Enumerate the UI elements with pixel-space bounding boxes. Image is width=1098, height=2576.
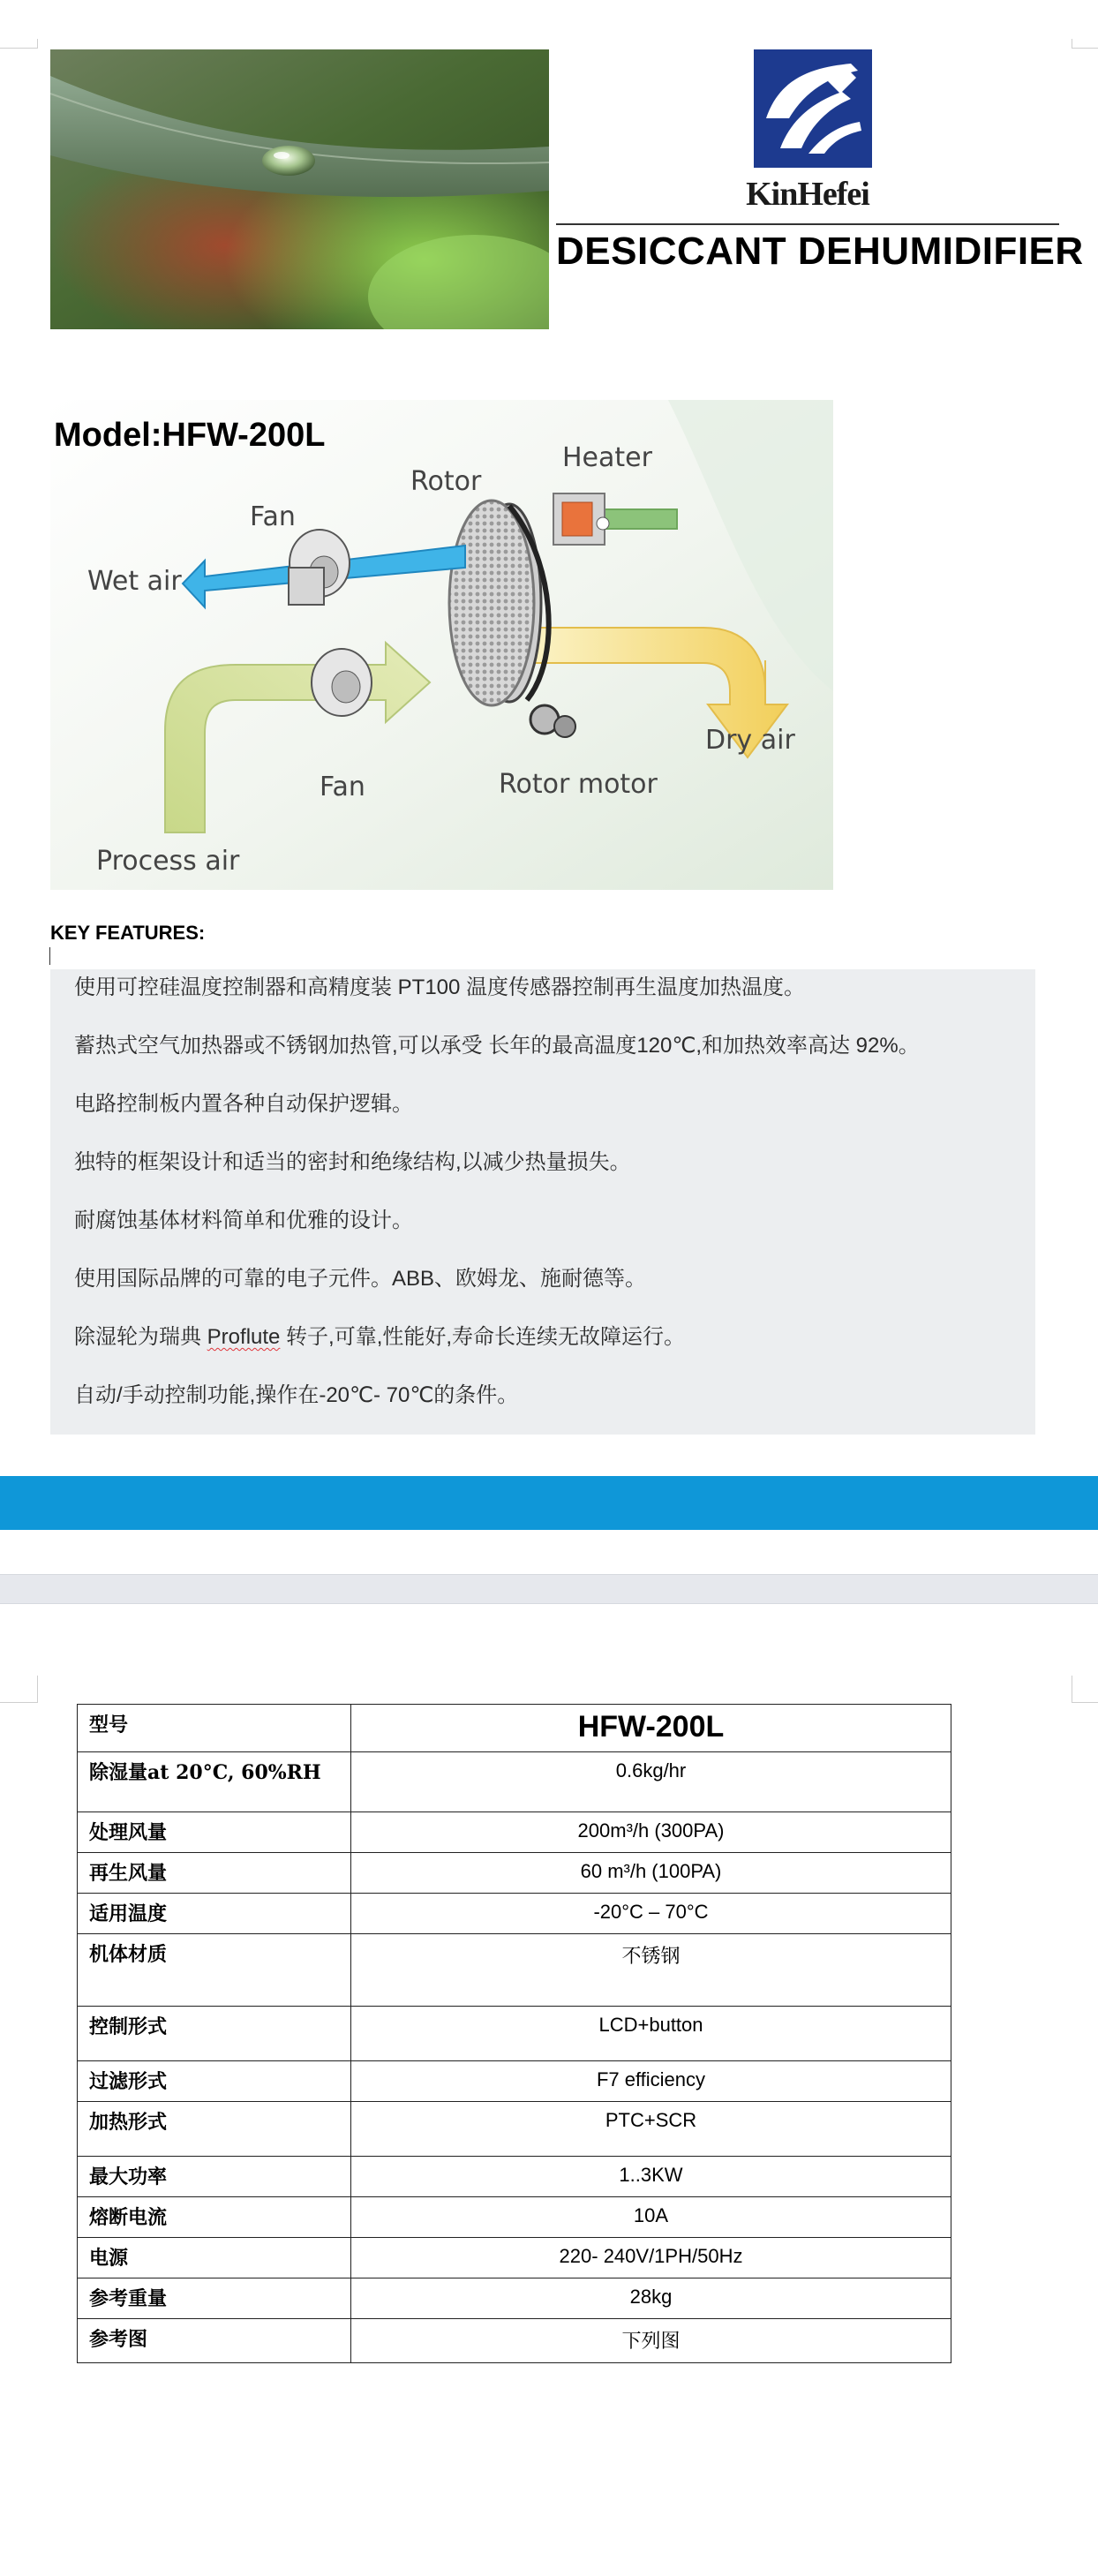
document-title: DESICCANT DEHUMIDIFIER <box>556 230 1084 273</box>
feature-item: 自动/手动控制功能,操作在-20℃- 70℃的条件。 <box>74 1383 519 1407</box>
crop-mark-top-left <box>0 39 38 49</box>
spec-table <box>77 1704 951 2363</box>
spec-value: 28kg <box>351 2278 951 2319</box>
spec-label: 参考图 <box>78 2319 351 2363</box>
feature-item: 使用国际品牌的可靠的电子元件。ABB、欧姆龙、施耐德等。 <box>74 1267 647 1291</box>
diagram-label-wet-air: Wet air <box>87 566 182 597</box>
table-row <box>78 2007 951 2061</box>
feature-item: 蓄热式空气加热器或不锈钢加热管,可以承受 长年的最高温度120℃,和加热效率高达 92%。 <box>74 1034 920 1058</box>
diagram-label-process-air: Process air <box>96 846 240 877</box>
title-divider <box>556 223 1059 225</box>
table-row <box>78 2157 951 2197</box>
diagram-label-fan-bottom: Fan <box>320 772 365 802</box>
crop-mark-top-right <box>1072 39 1098 49</box>
spec-value: PTC+SCR <box>351 2102 951 2157</box>
spec-label: 最大功率 <box>78 2157 351 2197</box>
diagram-model-label: Model:HFW-200L <box>54 417 326 454</box>
table-row <box>78 1934 951 2007</box>
table-row <box>78 2197 951 2238</box>
table-row <box>78 2061 951 2102</box>
table-row <box>78 1752 951 1812</box>
spec-value: 0.6kg/hr <box>351 1752 951 1812</box>
crop-mark-page2-left <box>0 1676 38 1703</box>
spec-label: 过滤形式 <box>78 2061 351 2102</box>
spec-label: 控制形式 <box>78 2007 351 2061</box>
spec-value: F7 efficiency <box>351 2061 951 2102</box>
table-row <box>78 1812 951 1853</box>
table-row <box>78 1894 951 1934</box>
feature-item <box>74 1319 685 1350</box>
spec-value: LCD+button <box>351 2007 951 2061</box>
spec-value: 220- 240V/1PH/50Hz <box>351 2238 951 2278</box>
brand-name: KinHefei <box>746 176 869 213</box>
spellcheck-word: Proflute <box>207 1325 281 1349</box>
spec-value: 下列图 <box>351 2319 951 2363</box>
text-cursor <box>49 947 50 965</box>
spec-value: 60 m³/h (100PA) <box>351 1853 951 1894</box>
spec-value: -20°C – 70°C <box>351 1894 951 1934</box>
spec-value: 200m³/h (300PA) <box>351 1812 951 1853</box>
key-features-panel <box>50 969 1035 1435</box>
spec-label: 熔断电流 <box>78 2197 351 2238</box>
feature-item: 耐腐蚀基体材料简单和优雅的设计。 <box>74 1209 413 1232</box>
rotor-airflow-diagram <box>50 400 833 890</box>
diagram-label-heater: Heater <box>562 442 652 473</box>
accent-band <box>0 1476 1098 1530</box>
feature-item-text: 除湿轮为瑞典 <box>74 1325 207 1349</box>
spec-label: 机体材质 <box>78 1934 351 2007</box>
spec-label: 除湿量at 20°C, 60%RH <box>78 1752 351 1812</box>
feature-item: 电路控制板内置各种自动保护逻辑。 <box>74 1092 413 1116</box>
table-row <box>78 1853 951 1894</box>
spec-label: 处理风量 <box>78 1812 351 1853</box>
diagram-label-rotor-motor: Rotor motor <box>499 769 658 800</box>
diagram-label-fan-top: Fan <box>250 501 296 532</box>
table-row <box>78 2319 951 2363</box>
spec-label: 适用温度 <box>78 1894 351 1934</box>
kinhefei-logo-icon <box>754 49 872 168</box>
table-row <box>78 1705 951 1752</box>
table-row <box>78 2102 951 2157</box>
spec-value: HFW-200L <box>351 1705 951 1752</box>
spec-label: 型号 <box>78 1705 351 1752</box>
table-row <box>78 2238 951 2278</box>
spec-value: 不锈钢 <box>351 1934 951 2007</box>
spec-label: 参考重量 <box>78 2278 351 2319</box>
crop-mark-page2-right <box>1072 1676 1098 1703</box>
diagram-label-dry-air: Dry air <box>705 725 795 756</box>
spec-label: 加热形式 <box>78 2102 351 2157</box>
spec-label: 再生风量 <box>78 1853 351 1894</box>
feature-item-text: 转子,可靠,性能好,寿命长连续无故障运行。 <box>280 1325 686 1349</box>
key-features-heading: KEY FEATURES: <box>50 922 206 944</box>
feature-item: 独特的框架设计和适当的密封和绝缘结构,以减少热量损失。 <box>74 1150 631 1174</box>
leaf-water-drop-photo <box>50 49 549 329</box>
spec-label: 电源 <box>78 2238 351 2278</box>
diagram-label-rotor: Rotor <box>410 466 482 497</box>
page-break-gap <box>0 1574 1098 1604</box>
spec-value: 10A <box>351 2197 951 2238</box>
feature-item: 使用可控硅温度控制器和高精度装 PT100 温度传感器控制再生温度加热温度。 <box>74 975 806 999</box>
spec-value: 1..3KW <box>351 2157 951 2197</box>
table-row <box>78 2278 951 2319</box>
